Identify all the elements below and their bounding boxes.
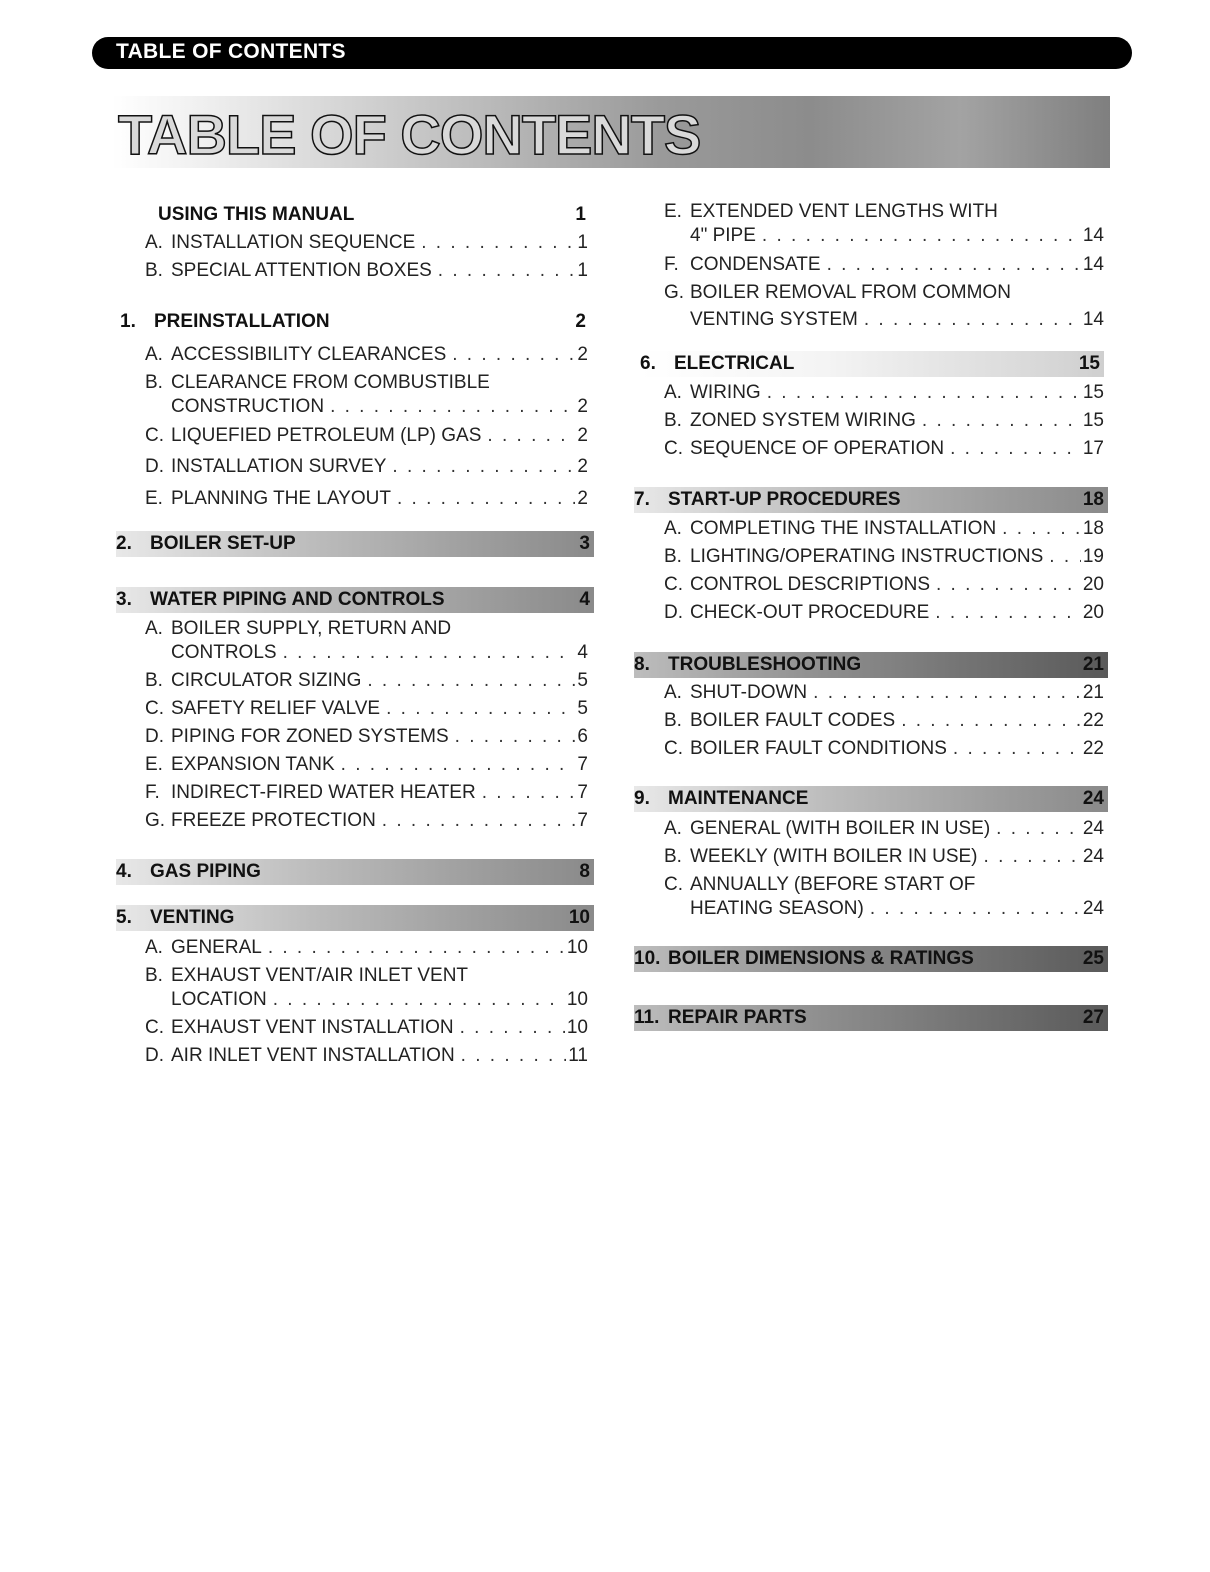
- header-bar: [92, 37, 1132, 69]
- section-title: VENTING: [150, 907, 235, 928]
- toc-item[interactable]: A. COMPLETING THE INSTALLATION . . . 18: [664, 518, 1104, 540]
- toc-item-continuation[interactable]: LOCATION . . . 10: [171, 989, 588, 1011]
- section-page: 15: [1078, 353, 1100, 374]
- section-page: 25: [1082, 948, 1104, 969]
- section-title: ELECTRICAL: [674, 353, 795, 374]
- section-title: WATER PIPING AND CONTROLS: [150, 589, 445, 610]
- toc-item[interactable]: C. EXHAUST VENT INSTALLATION . . . 10: [145, 1017, 588, 1039]
- toc-item-continuation[interactable]: CONTROLS . . . 4: [171, 642, 588, 664]
- section-electrical[interactable]: 6. ELECTRICAL 15: [640, 351, 1104, 377]
- section-gas-piping[interactable]: 4. GAS PIPING 8: [116, 859, 594, 885]
- header-label: TABLE OF CONTENTS: [116, 40, 346, 63]
- toc-item[interactable]: C. SAFETY RELIEF VALVE . . . 5: [145, 698, 588, 720]
- section-troubleshooting[interactable]: 8. TROUBLESHOOTING 21: [634, 652, 1108, 678]
- toc-item[interactable]: C. BOILER FAULT CONDITIONS . . . 22: [664, 738, 1104, 760]
- section-title: TROUBLESHOOTING: [668, 654, 862, 675]
- toc-item[interactable]: G. BOILER REMOVAL FROM COMMON: [664, 282, 1011, 303]
- section-title: START-UP PROCEDURES: [668, 489, 901, 510]
- section-title: MAINTENANCE: [668, 788, 809, 809]
- section-using-this-manual[interactable]: [158, 202, 590, 228]
- toc-item[interactable]: F. CONDENSATE . . . 14: [664, 254, 1104, 276]
- toc-item[interactable]: D. CHECK-OUT PROCEDURE . . . 20: [664, 602, 1104, 624]
- section-page: 10: [568, 907, 590, 928]
- toc-item[interactable]: B. CLEARANCE FROM COMBUSTIBLE: [145, 372, 490, 393]
- toc-item[interactable]: A. GENERAL (WITH BOILER IN USE) . . . 24: [664, 818, 1104, 840]
- section-preinstallation[interactable]: 1. PREINSTALLATION 2: [120, 309, 590, 335]
- toc-item[interactable]: B. EXHAUST VENT/AIR INLET VENT: [145, 965, 469, 986]
- toc-item[interactable]: E. EXTENDED VENT LENGTHS WITH: [664, 201, 998, 222]
- toc-item-continuation[interactable]: VENTING SYSTEM . . . 14: [690, 309, 1104, 331]
- toc-item[interactable]: D. AIR INLET VENT INSTALLATION . . . 11: [145, 1045, 588, 1067]
- toc-item[interactable]: B. LIGHTING/OPERATING INSTRUCTIONS . . . 19: [664, 546, 1104, 568]
- section-title: PREINSTALLATION: [154, 311, 330, 332]
- section-page: 18: [1082, 489, 1104, 510]
- title-banner: [112, 96, 1110, 168]
- section-page: 2: [575, 311, 586, 332]
- section-page: 4: [579, 589, 590, 610]
- toc-item[interactable]: D. INSTALLATION SURVEY . . . 2: [145, 456, 588, 478]
- section-start-up[interactable]: 7. START-UP PROCEDURES 18: [634, 487, 1108, 513]
- toc-item[interactable]: C. ANNUALLY (BEFORE START OF: [664, 874, 976, 895]
- toc-item[interactable]: A. WIRING . . . 15: [664, 382, 1104, 404]
- toc-item[interactable]: B. ZONED SYSTEM WIRING . . . 15: [664, 410, 1104, 432]
- section-water-piping[interactable]: 3. WATER PIPING AND CONTROLS 4: [116, 587, 594, 613]
- section-title: REPAIR PARTS: [668, 1007, 807, 1028]
- toc-item[interactable]: C. CONTROL DESCRIPTIONS . . . 20: [664, 574, 1104, 596]
- toc-item-continuation[interactable]: 4" PIPE . . . 14: [690, 225, 1104, 247]
- toc-item[interactable]: A. INSTALLATION SEQUENCE . . . 1: [145, 232, 588, 254]
- toc-item[interactable]: D. PIPING FOR ZONED SYSTEMS . . . 6: [145, 726, 588, 748]
- section-title: BOILER DIMENSIONS & RATINGS: [668, 948, 974, 969]
- page-title: TABLE OF CONTENTS: [118, 103, 701, 166]
- toc-item[interactable]: A. ACCESSIBILITY CLEARANCES . . . 2: [145, 344, 588, 366]
- section-page: 8: [579, 861, 590, 882]
- toc-item[interactable]: E. PLANNING THE LAYOUT . . . 2: [145, 488, 588, 510]
- toc-item[interactable]: B. CIRCULATOR SIZING . . . 5: [145, 670, 588, 692]
- section-page: 3: [579, 533, 590, 554]
- section-venting[interactable]: 5. VENTING 10: [116, 905, 594, 931]
- toc-item[interactable]: G. FREEZE PROTECTION . . . 7: [145, 810, 588, 832]
- toc-item[interactable]: F. INDIRECT-FIRED WATER HEATER . . . 7: [145, 782, 588, 804]
- section-page: 21: [1082, 654, 1104, 675]
- toc-item[interactable]: A. BOILER SUPPLY, RETURN AND: [145, 618, 452, 639]
- section-page: 24: [1082, 788, 1104, 809]
- toc-item[interactable]: B. SPECIAL ATTENTION BOXES . . . 1: [145, 260, 588, 282]
- toc-item[interactable]: C. SEQUENCE OF OPERATION . . . 17: [664, 438, 1104, 460]
- toc-item[interactable]: A. SHUT-DOWN . . . 21: [664, 682, 1104, 704]
- section-title: BOILER SET-UP: [150, 533, 296, 554]
- section-page: 1: [575, 204, 586, 225]
- toc-item-continuation[interactable]: HEATING SEASON) . . . 24: [690, 898, 1104, 920]
- toc-item[interactable]: C. LIQUEFIED PETROLEUM (LP) GAS . . . 2: [145, 425, 588, 447]
- toc-item-continuation[interactable]: CONSTRUCTION . . . 2: [171, 396, 588, 418]
- section-boiler-dimensions[interactable]: 10. BOILER DIMENSIONS & RATINGS 25: [634, 946, 1108, 972]
- section-title: USING THIS MANUAL: [158, 204, 355, 225]
- section-title: GAS PIPING: [150, 861, 261, 882]
- toc-item[interactable]: A. GENERAL . . . 10: [145, 937, 588, 959]
- toc-item[interactable]: B. BOILER FAULT CODES . . . 22: [664, 710, 1104, 732]
- section-maintenance[interactable]: 9. MAINTENANCE 24: [634, 786, 1108, 812]
- section-boiler-set-up[interactable]: 2. BOILER SET-UP 3: [116, 531, 594, 557]
- toc-item[interactable]: B. WEEKLY (WITH BOILER IN USE) . . . 24: [664, 846, 1104, 868]
- toc-item[interactable]: E. EXPANSION TANK . . . 7: [145, 754, 588, 776]
- section-repair-parts[interactable]: 11. REPAIR PARTS 27: [634, 1005, 1108, 1031]
- section-page: 27: [1082, 1007, 1104, 1028]
